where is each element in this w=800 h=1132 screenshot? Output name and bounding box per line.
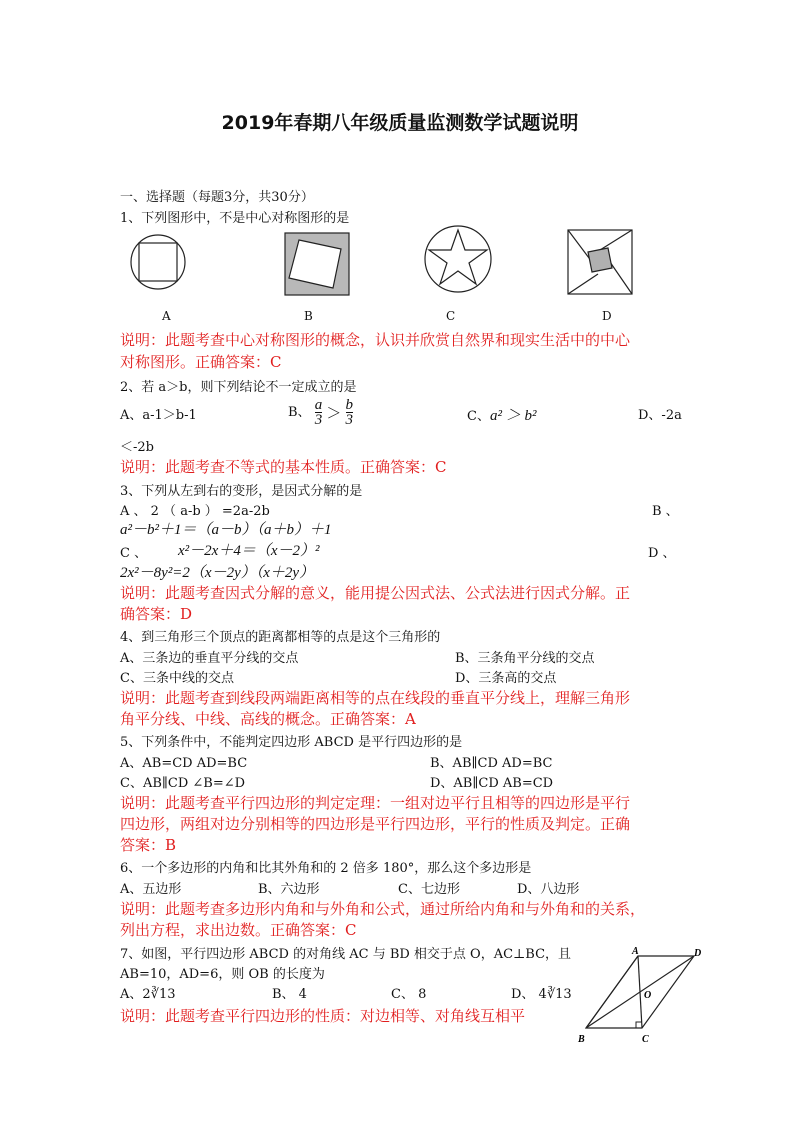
question-6-option-b: B、六边形 bbox=[258, 882, 320, 897]
question-6-option-a: A、五边形 bbox=[120, 882, 182, 897]
vertex-label-a: A bbox=[632, 946, 639, 957]
parallelogram-figure bbox=[576, 944, 710, 1048]
question-7-stem-line1: 7、如图，平行四边形 ABCD 的对角线 AC 与 BD 相交于点 O，AC⊥BC，且 bbox=[120, 947, 572, 962]
page-title: 2019年春期八年级质量监测数学试题说明 bbox=[221, 112, 579, 134]
figure-label-c: C bbox=[446, 309, 456, 323]
question-6-option-d: D、八边形 bbox=[517, 882, 580, 897]
question-5-stem: 5、下列条件中，不能判定四边形 ABCD 是平行四边形的是 bbox=[120, 735, 463, 750]
explanation-3-line1: 说明：此题考查因式分解的意义，能用提公因式法、公式法进行因式分解。正 bbox=[120, 584, 631, 602]
explanation-7: 说明：此题考查平行四边形的性质：对边相等、对角线互相平 bbox=[120, 1007, 526, 1025]
question-5-option-d: D、AB∥CD AB=CD bbox=[430, 776, 554, 791]
question-4-stem: 4、到三角形三个顶点的距离都相等的点是这个三角形的 bbox=[120, 630, 441, 645]
figure-d-pinwheel-square bbox=[566, 228, 636, 298]
explanation-4-line1: 说明：此题考查到线段两端距离相等的点在线段的垂直平分线上，理解三角形 bbox=[120, 689, 631, 707]
question-7-option-d: D、 4∛13 bbox=[511, 987, 572, 1002]
option-b-prefix: B、 bbox=[288, 405, 311, 420]
figure-label-a: A bbox=[162, 309, 171, 323]
figure-a-square-in-circle bbox=[130, 228, 190, 298]
question-2-option-c: C、a² ＞ b² bbox=[467, 408, 537, 424]
question-6-option-c: C、七边形 bbox=[398, 882, 460, 897]
figure-c-star-in-circle bbox=[423, 224, 495, 296]
explanation-2: 说明：此题考查不等式的基本性质。正确答案：C bbox=[120, 458, 447, 476]
question-3-option-b-math: a²－b²＋1＝（a－b）（a＋b）＋1 bbox=[120, 522, 332, 538]
explanation-5-line3: 答案：B bbox=[120, 836, 177, 854]
option-c-math: a² ＞ b² bbox=[489, 408, 537, 424]
vertex-label-o: O bbox=[644, 990, 652, 1001]
question-4-option-a: A、三条边的垂直平分线的交点 bbox=[120, 651, 299, 666]
question-3-stem: 3、下列从左到右的变形，是因式分解的是 bbox=[120, 484, 363, 499]
explanation-3-line2: 确答案：D bbox=[120, 605, 193, 623]
question-2-option-b bbox=[288, 398, 353, 427]
question-2-option-d-part1: D、-2a bbox=[638, 408, 682, 423]
question-6-stem: 6、一个多边形的内角和比其外角和的 2 倍多 180°，那么这个多边形是 bbox=[120, 861, 532, 876]
question-4-option-d: D、三条高的交点 bbox=[455, 671, 557, 686]
explanation-6-line1: 说明：此题考查多边形内角和与外角和公式，通过所给内角和与外角和的关系， bbox=[120, 900, 646, 918]
explanation-6-line2: 列出方程，求出边数。正确答案：C bbox=[120, 921, 357, 939]
explanation-1-line2: 对称图形。正确答案：C bbox=[120, 353, 282, 371]
question-4-option-b: B、三条角平分线的交点 bbox=[455, 651, 595, 666]
question-7-option-c: C、 8 bbox=[391, 987, 427, 1002]
question-3-option-c-label: C 、 bbox=[120, 546, 148, 561]
question-7-stem-line2: AB=10，AD=6，则 OB 的长度为 bbox=[120, 967, 325, 982]
question-3-option-b-label: B 、 bbox=[652, 504, 679, 519]
question-2-option-a: A、a-1＞b-1 bbox=[120, 408, 197, 423]
vertex-label-b: B bbox=[578, 1034, 585, 1045]
greater-than-sign: ＞ bbox=[326, 404, 342, 422]
fraction-b-over-3: $\frac{b}{3}$ bbox=[345, 397, 353, 428]
figure-label-b: B bbox=[304, 309, 313, 323]
vertex-label-d: D bbox=[694, 948, 702, 959]
explanation-4-line2: 角平分线、中线、高线的概念。正确答案：A bbox=[120, 710, 416, 728]
fraction-a-over-3: $\frac{a}{3}$ bbox=[314, 397, 323, 428]
question-4-option-c: C、三条中线的交点 bbox=[120, 671, 234, 686]
figure-b-rotated-square bbox=[283, 232, 353, 298]
question-5-option-c: C、AB∥CD ∠B=∠D bbox=[120, 776, 246, 791]
question-7-option-b: B、 4 bbox=[272, 987, 307, 1002]
question-5-option-b: B、AB∥CD AD=BC bbox=[430, 756, 553, 771]
question-3-option-d-label: D 、 bbox=[648, 546, 676, 561]
explanation-5-line2: 四边形，两组对边分别相等的四边形是平行四边形，平行的性质及判定。正确 bbox=[120, 815, 631, 833]
question-3-option-a: A 、 2 （ a-b ） =2a-2b bbox=[120, 504, 270, 519]
figure-label-d: D bbox=[602, 309, 612, 323]
question-5-option-a: A、AB=CD AD=BC bbox=[120, 756, 248, 771]
question-2-stem: 2、若 a＞b，则下列结论不一定成立的是 bbox=[120, 380, 357, 395]
explanation-1-line1: 说明：此题考查中心对称图形的概念，认识并欣赏自然界和现实生活中的中心 bbox=[120, 331, 631, 349]
question-3-option-d-math: 2x²－8y²=2（x－2y）（x＋2y） bbox=[120, 565, 315, 581]
question-1-stem: 1、下列图形中，不是中心对称图形的是 bbox=[120, 211, 350, 226]
vertex-label-c: C bbox=[642, 1034, 649, 1045]
question-3-option-c-math: x²－2x＋4＝（x－2）² bbox=[178, 543, 320, 559]
explanation-5-line1: 说明：此题考查平行四边形的判定定理：一组对边平行且相等的四边形是平行 bbox=[120, 794, 631, 812]
question-7-option-a: A、2∛13 bbox=[120, 987, 176, 1002]
question-2-option-d-part2: ＜-2b bbox=[120, 440, 154, 455]
section-heading: 一、选择题（每题3分，共30分） bbox=[120, 190, 314, 205]
